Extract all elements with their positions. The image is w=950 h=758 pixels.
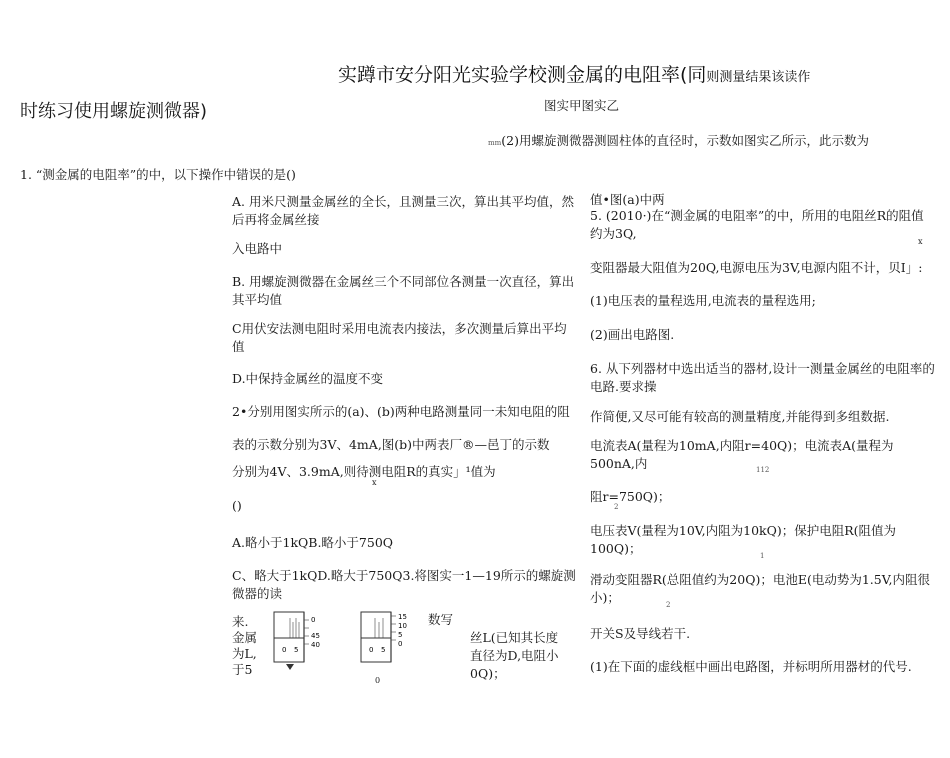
- micrometer-gauge-a: [268, 608, 330, 670]
- q1-option-d: D.中保持金属丝的温度不变: [232, 371, 384, 386]
- q2-line-1: 2•分别用图实所示的(a)、(b)两种电路测量同一未知电阻的阻: [232, 404, 570, 419]
- gauge-b-tick: 0: [398, 640, 403, 648]
- q5-line-2: 变阻器最大阻值为20Q,电源电压为3V,电源内阻不计，贝Ⅰ」:: [590, 260, 923, 275]
- q5-subscript-x: x: [918, 237, 923, 246]
- gauge-b-tick: 10: [398, 622, 407, 630]
- q3-word: 来.: [232, 614, 249, 629]
- q3-right-text: 丝L(已知其长度直径为D,电阻小0Q)；: [470, 630, 559, 681]
- q6-line-1: 6. 从下列器材中选出适当的器材,设计一测量金属丝的电阻率的电路.要求操: [590, 361, 935, 394]
- title-tail: 则测量结果该读作: [706, 70, 811, 85]
- micrometer-gauge-b: [355, 608, 417, 670]
- gauge-b-tick: 5: [398, 631, 403, 639]
- q6-rheostat: 滑动变阻器R(总阻值约为20Q)；电池E(电动势为1.5V,内阻很小)；: [590, 572, 931, 605]
- q1-option-a-cont: 入电路中: [232, 241, 283, 256]
- q2-line-2: 表的示数分别为3V、4mA,图(b)中两表厂®—邑丁的示数: [232, 437, 550, 452]
- gauge-b-base: 0: [369, 646, 374, 654]
- q2-options-cd: C、略大于1kQD.略大于750Q3.将图实一1—19所示的螺旋测微器的读: [232, 568, 576, 601]
- q6-sub-1: 1: [760, 552, 765, 560]
- question-1-stem: 1. “测金属的电阻率”的中，以下操作中错误的是(): [20, 167, 296, 182]
- q5-line-3: (1)电压表的量程选用,电流表的量程选用;: [590, 293, 816, 308]
- q6-task: (1)在下面的虚线框中画出电路图，并标明所用器材的代号.: [590, 659, 912, 674]
- q6-sub-2b: 2: [666, 601, 671, 609]
- q1-option-c: C用伏安法测电阻时采用电流表内接法，多次测量后算出平均值: [232, 321, 567, 354]
- q6-line-2: 作简便,又尽可能有较高的测量精度,并能得到多组数据.: [590, 409, 890, 424]
- q6-switch: 开关S及导线若干.: [590, 626, 691, 641]
- gauge-a-base: 0: [282, 646, 287, 654]
- pointer-arrow-icon: [286, 664, 294, 670]
- q3-mark-zero: 0: [375, 676, 381, 685]
- q2-line-3: 分别为4V、3.9mA,则待测电阻R的真实」¹值为: [232, 464, 496, 479]
- q2-micrometer-text: (2)用螺旋测微器测圆柱体的直径时，示数如图实乙所示，此示数为: [501, 133, 869, 148]
- title-main: 实蹲市安分阳光实验学校测金属的电阻率(同: [338, 64, 707, 86]
- q5-top-fragment: 值•图(a)中两: [590, 192, 665, 207]
- gauge-a-tick: 40: [311, 641, 320, 649]
- question-2-micrometer-line: [488, 130, 869, 149]
- q3-left-words: [232, 614, 266, 678]
- q3-word: 为L,: [232, 646, 257, 661]
- page-title: [338, 60, 810, 87]
- mm-mark: mm: [488, 139, 502, 147]
- q3-word: 金属: [232, 630, 258, 645]
- q5-line-4: (2)画出电路图.: [590, 327, 675, 342]
- gauge-b-base: 5: [381, 646, 386, 654]
- q3-word: 于5: [232, 662, 253, 677]
- gauge-a-base: 5: [294, 646, 299, 654]
- q6-resistance: 阻r=750Q)；: [590, 489, 671, 504]
- q5-line-1: 5. (2010·)在“测金属的电阻率”的中，所用的电阻丝R的阻值约为3Q,: [590, 208, 924, 241]
- q6-voltmeter: 电压表V(量程为10V,内阻为10kQ)；保护电阻R(阻值为100Q)；: [590, 523, 897, 556]
- q6-sub-112: 112: [756, 466, 770, 474]
- gauge-a-tick: 45: [311, 632, 320, 640]
- q6-ammeter: 电流表A(量程为10mA,内阻r=40Q)；电流表A(量程为500nA,内: [590, 438, 894, 471]
- q2-answer-paren: (): [232, 498, 242, 513]
- figure-caption: 图实甲图实乙: [544, 98, 620, 113]
- q3-label-write: 数写: [428, 612, 454, 627]
- q1-option-a: A. 用米尺测量金属丝的全长，且测量三次，算出其平均值，然后再将金属丝接: [232, 194, 574, 227]
- page-subtitle: 时练习使用螺旋测微器): [20, 101, 208, 122]
- q6-sub-2a: 2: [614, 503, 619, 511]
- q1-option-b: B. 用螺旋测微器在金属丝三个不同部位各测量一次直径，算出其平均值: [232, 274, 575, 307]
- gauge-a-tick: 0: [311, 616, 316, 624]
- gauge-b-tick: 15: [398, 613, 407, 621]
- q2-options-ab: A.略小于1kQB.略小于750Q: [232, 535, 394, 550]
- q2-subscript-x: x: [372, 478, 377, 487]
